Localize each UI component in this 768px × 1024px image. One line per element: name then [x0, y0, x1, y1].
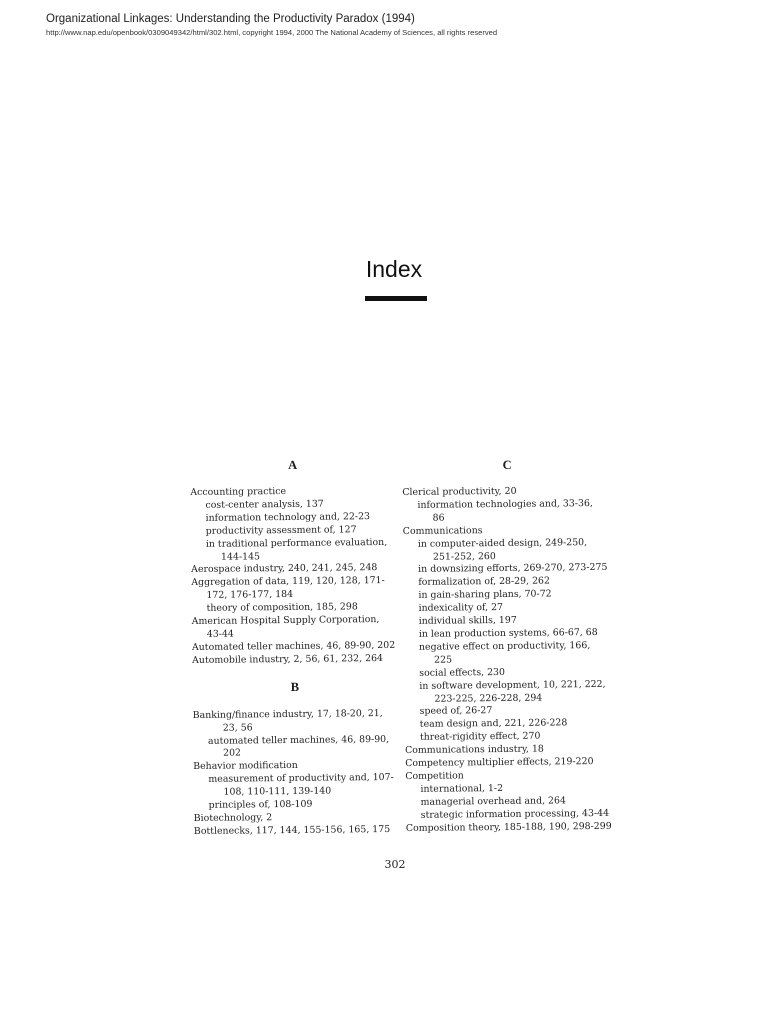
- page-number: 302: [384, 858, 406, 871]
- index-entry: team design and, 221, 226-228: [419, 717, 568, 731]
- section-letter-a: A: [287, 457, 298, 472]
- index-entries-a: [190, 485, 397, 668]
- index-entry: 172, 176-177, 184: [206, 589, 294, 602]
- page-title: Index: [365, 256, 423, 282]
- index-entry: information technology and, 22-23: [205, 510, 371, 524]
- index-entry: in gain-sharing plans, 70-72: [418, 588, 552, 602]
- index-column-left: [190, 457, 399, 839]
- index-entries-c: [402, 485, 616, 836]
- index-entry: Clerical productivity, 20: [402, 485, 517, 498]
- index-entry: 43-44: [206, 628, 234, 640]
- title-underline: [365, 296, 427, 301]
- index-entry: in lean production systems, 66-67, 68: [418, 626, 598, 640]
- index-entry: Banking/finance industry, 17, 18-20, 21,: [192, 707, 383, 721]
- index-entry: individual skills, 197: [418, 614, 517, 627]
- index-entry: Composition theory, 185-188, 190, 298-299: [405, 820, 612, 834]
- index-entry: speed of, 26-27: [419, 705, 493, 718]
- index-entry: productivity assessment of, 127: [205, 523, 357, 537]
- index-entry: Aerospace industry, 240, 241, 245, 248: [191, 562, 378, 576]
- section-letter-c: C: [502, 457, 512, 472]
- index-entry: negative effect on productivity, 166,: [418, 639, 591, 653]
- index-entry: theory of composition, 185, 298: [206, 601, 358, 614]
- index-entry: Behavior modification: [193, 760, 298, 773]
- section-letter-b: B: [290, 679, 300, 694]
- index-entry: 108, 110-111, 139-140: [223, 785, 332, 798]
- index-entry: 144-145: [220, 550, 261, 563]
- index-entries-b: [193, 708, 399, 839]
- index-entry: social effects, 230: [419, 666, 506, 679]
- index-entry: 23, 56: [222, 721, 253, 734]
- index-entry: American Hospital Supply Corporation,: [191, 614, 380, 628]
- index-entry: Competition: [405, 770, 464, 782]
- index-entry: Competency multiplier effects, 219-220: [405, 756, 594, 770]
- index-entry: in downsizing efforts, 269-270, 273-275: [418, 562, 608, 576]
- index-entry: in software development, 10, 221, 222,: [419, 678, 606, 692]
- index-entry: Bottlenecks, 117, 144, 155-156, 165, 175: [193, 823, 391, 837]
- index-entry: in computer-aided design, 249-250,: [417, 536, 588, 550]
- index-entry: Automated teller machines, 46, 89-90, 202: [191, 639, 396, 653]
- index-entry: strategic information processing, 43-44: [420, 807, 610, 821]
- index-entry: 251-252, 260: [432, 550, 496, 563]
- index-entry: principles of, 108-109: [208, 798, 313, 811]
- index-entry: Aggregation of data, 119, 120, 128, 171-: [191, 575, 385, 589]
- index-entry: measurement of productivity and, 107-: [208, 772, 394, 786]
- book-title: Organizational Linkages: Understanding the Productivity Paradox (1994): [46, 13, 415, 25]
- index-entry: cost-center analysis, 137: [205, 498, 324, 511]
- index-entry: indexicality of, 27: [418, 602, 504, 614]
- index-entry: international, 1-2: [420, 782, 504, 795]
- index-entry: 225: [434, 654, 453, 666]
- index-entry: 202: [223, 747, 242, 760]
- index-entry: Communications: [402, 524, 483, 537]
- index-entry: in traditional performance evaluation,: [205, 536, 388, 550]
- index-entry: threat-rigidity effect, 270: [419, 730, 541, 744]
- index-entry: Biotechnology, 2: [193, 812, 273, 824]
- index-entry: Communications industry, 18: [404, 743, 544, 757]
- index-entry: Automobile industry, 2, 56, 61, 232, 264: [192, 652, 384, 666]
- index-entry: automated teller machines, 46, 89-90,: [207, 733, 390, 747]
- index-entry: formalization of, 28-29, 262: [418, 575, 551, 589]
- index-entry: Accounting practice: [190, 485, 287, 498]
- source-url[interactable]: http://www.nap.edu/openbook/0309049342/html/302.html, copyright 1994, 2000 The National Academy of Sciences, all rights reserved: [46, 28, 498, 37]
- index-entry: 223-225, 226-228, 294: [434, 692, 543, 705]
- index-column-right: [402, 457, 616, 836]
- index-entry: 86: [432, 512, 445, 524]
- index-entry: managerial overhead and, 264: [420, 795, 566, 808]
- index-entry: information technologies and, 33-36,: [417, 497, 593, 511]
